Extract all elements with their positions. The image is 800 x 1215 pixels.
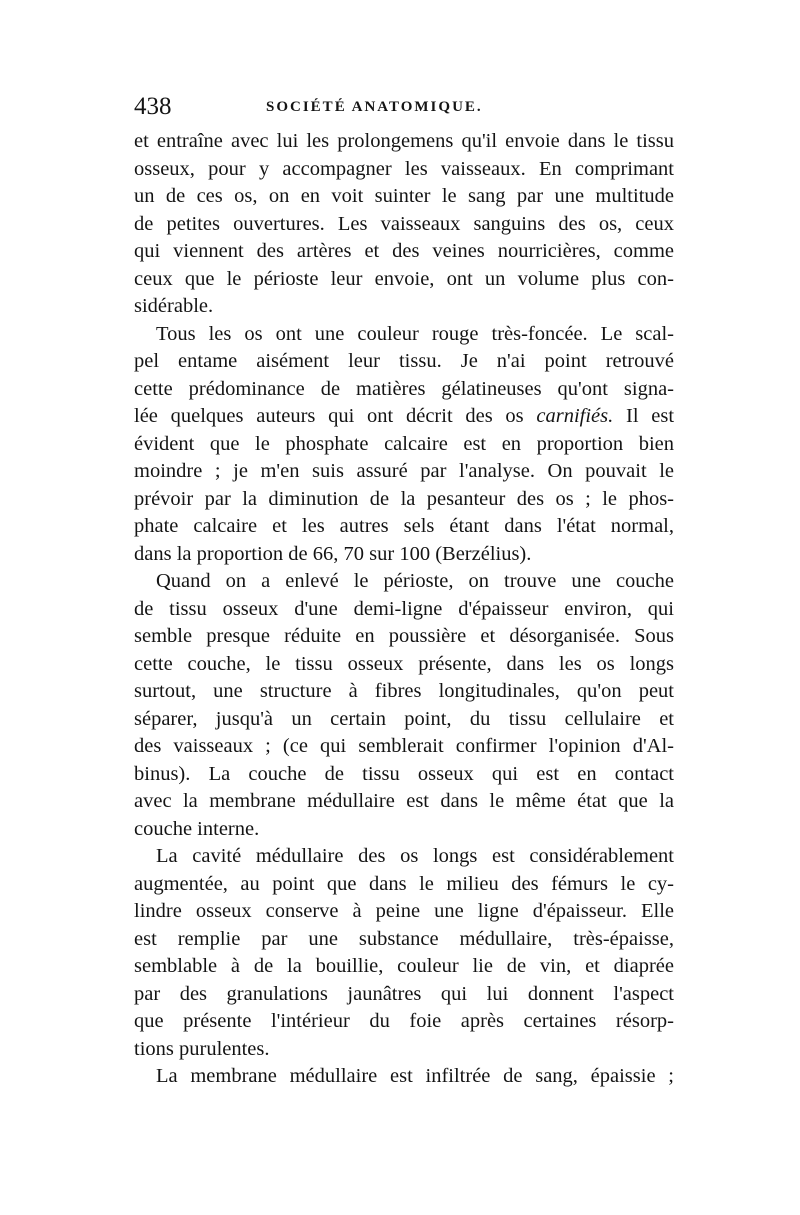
text-line-with-italic (134, 403, 674, 431)
text-line: pel entame aisément leur tissu. Je n'ai point retrouvé (134, 350, 674, 372)
text-line: tions purulentes. (134, 1037, 270, 1060)
text-segment: lée quelques auteurs qui ont décrit des os (134, 405, 524, 427)
text-line: lindre osseux conserve à peine une ligne d'épaisseur. Elle (134, 900, 674, 922)
text-line: La membrane médullaire est infiltrée de sang, épaissie ; (156, 1065, 674, 1087)
text-line: semblable à de la bouillie, couleur lie de vin, et diaprée (134, 955, 674, 977)
text-segment: Il est (626, 405, 675, 427)
text-line: surtout, une structure à fibres longitudinales, qu'on peut (134, 680, 674, 702)
page-number: 438 (134, 93, 172, 120)
text-line: osseux, pour y accompagner les vaisseaux. En comprimant (134, 157, 674, 180)
text-line: par des granulations jaunâtres qui lui donnent l'aspect (134, 982, 674, 1005)
text-line: ceux que le périoste leur envoie, ont un volume plus con- (134, 267, 674, 290)
text-line: sidérable. (134, 295, 214, 317)
italic-word: carnifiés. (536, 405, 614, 427)
text-line: évident que le phosphate calcaire est en proportion bien (134, 432, 674, 455)
text-line: cette couche, le tissu osseux présente, dans les os longs (134, 652, 674, 675)
text-line: de tissu osseux d'une demi-ligne d'épaisseur environ, qui (134, 597, 674, 620)
text-line: augmentée, au point que dans le milieu des fémurs le cy- (134, 872, 674, 895)
page-header (134, 92, 674, 122)
text-line: séparer, jusqu'à un certain point, du tissu cellulaire et (134, 707, 674, 730)
text-line: et entraîne avec lui les prolongemens qu'il envoie dans le tissu (134, 130, 674, 152)
text-line: que présente l'intérieur du foie après certaines résorp- (134, 1010, 674, 1032)
text-line: Tous les os ont une couleur rouge très-foncée. Le scal- (156, 322, 674, 345)
text-line: binus). La couche de tissu osseux qui est en contact (134, 762, 674, 785)
text-line: des vaisseaux ; (ce qui semblerait confirmer l'opinion d'Al- (134, 735, 674, 757)
text-line: semble presque réduite en poussière et désorganisée. Sous (134, 625, 674, 647)
text-line: avec la membrane médullaire est dans le même état que la (134, 790, 674, 812)
text-line: prévoir par la diminution de la pesanteur des os ; le phos- (134, 487, 674, 510)
body-text (134, 128, 674, 1091)
text-line: est remplie par une substance médullaire, très-épaisse, (134, 927, 674, 950)
text-line: de petites ouvertures. Les vaisseaux sanguins des os, ceux (134, 212, 674, 235)
running-title: SOCIÉTÉ ANATOMIQUE. (266, 99, 483, 115)
text-line: dans la proportion de 66, 70 sur 100 (Berzélius). (134, 542, 532, 565)
text-line: La cavité médullaire des os longs est considérablement (156, 845, 674, 867)
text-line: qui viennent des artères et des veines nourricières, comme (134, 240, 674, 262)
text-line: cette prédominance de matières gélatineuses qu'ont signa- (134, 377, 674, 400)
text-line: moindre ; je m'en suis assuré par l'analyse. On pouvait le (134, 460, 674, 482)
text-line: un de ces os, on en voit suinter le sang par une multitude (134, 185, 674, 207)
text-line: phate calcaire et les autres sels étant dans l'état normal, (134, 515, 674, 537)
text-line: couche interne. (134, 817, 260, 840)
text-line: Quand on a enlevé le périoste, on trouve une couche (156, 570, 674, 592)
